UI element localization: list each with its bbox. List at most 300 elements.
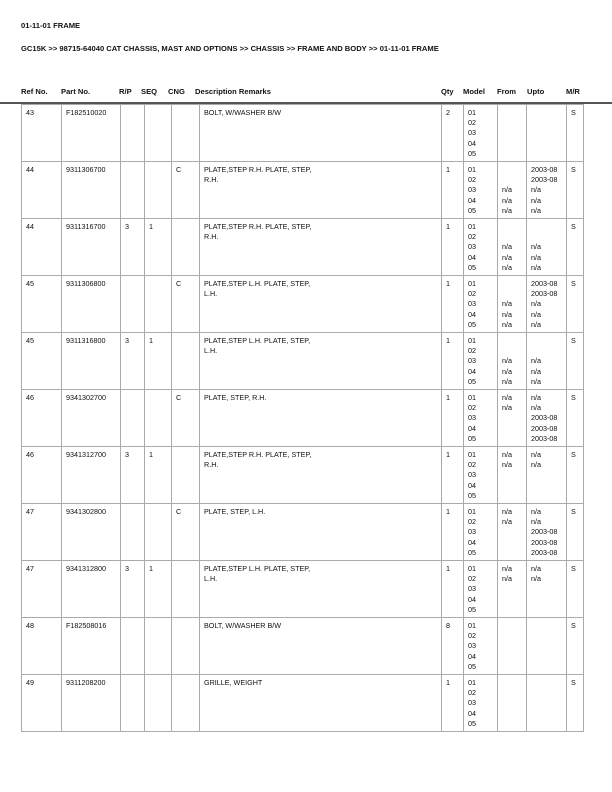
upto-cell (527, 504, 567, 561)
upto-cell (527, 675, 567, 732)
from-cell-line: n/a (502, 262, 512, 272)
seq-cell (145, 162, 172, 219)
from-cell-line (502, 222, 523, 232)
from-cell-line (502, 584, 523, 594)
ref-no-cell: 43 (22, 105, 62, 162)
description-line: PLATE,STEP L.H. PLATE, STEP, (204, 279, 311, 288)
model-cell-line: 01 (468, 222, 476, 231)
model-cell-line: 01 (468, 336, 476, 345)
from-cell-line: n/a (502, 376, 512, 386)
from-cell-line (502, 165, 523, 175)
upto-cell-line: n/a (531, 403, 541, 413)
upto-cell-line (531, 149, 563, 159)
table-row (22, 504, 584, 561)
mr-cell: S (567, 219, 584, 276)
seq-cell (145, 276, 172, 333)
from-cell (498, 390, 527, 447)
cng-cell (172, 447, 200, 504)
upto-cell-line: 2003-08 (531, 165, 558, 174)
from-cell-line: n/a (502, 564, 512, 573)
model-cell-line: 02 (468, 517, 476, 527)
model-cell-line: 02 (468, 232, 476, 242)
seq-cell: 1 (145, 219, 172, 276)
from-cell (498, 504, 527, 561)
description-line: PLATE,STEP L.H. PLATE, STEP, (204, 336, 311, 345)
from-cell-line (502, 491, 523, 501)
model-cell (464, 219, 498, 276)
mr-cell: S (567, 447, 584, 504)
from-cell-line (502, 413, 523, 423)
seq-cell (145, 390, 172, 447)
model-cell-line: 01 (468, 621, 476, 630)
table-row (22, 618, 584, 675)
model-cell-line: 03 (468, 242, 476, 252)
part-no-cell: 9311306800 (62, 276, 121, 333)
model-cell-line: 04 (468, 309, 476, 319)
upto-cell-line (531, 698, 563, 708)
from-cell-line (502, 336, 523, 346)
description-line: PLATE,STEP R.H. PLATE, STEP, (204, 165, 312, 174)
upto-cell-line (531, 631, 563, 641)
from-cell-line (502, 595, 523, 605)
upto-cell-line (531, 346, 563, 356)
model-cell-line: 02 (468, 403, 476, 413)
model-cell-line: 01 (468, 165, 476, 174)
description-line: PLATE,STEP R.H. PLATE, STEP, (204, 450, 312, 459)
qty-cell: 1 (442, 219, 464, 276)
from-cell-line: n/a (502, 319, 512, 329)
model-cell (464, 276, 498, 333)
cng-cell: C (172, 504, 200, 561)
part-no-cell: 9311316700 (62, 219, 121, 276)
model-cell-line: 05 (468, 205, 476, 215)
from-cell-line (502, 641, 523, 651)
model-cell (464, 333, 498, 390)
upto-cell-line (531, 652, 563, 662)
cng-cell (172, 219, 200, 276)
model-cell-line: 04 (468, 594, 476, 604)
upto-cell-line: n/a (531, 195, 541, 205)
from-cell-line: n/a (502, 366, 512, 376)
upto-cell (527, 333, 567, 390)
ref-no-cell: 44 (22, 219, 62, 276)
model-cell (464, 561, 498, 618)
table-row (22, 333, 584, 390)
description-cell (200, 162, 442, 219)
upto-cell-line: n/a (531, 299, 541, 309)
mr-cell: S (567, 390, 584, 447)
model-cell-line: 01 (468, 393, 476, 402)
model-cell-line: 03 (468, 128, 476, 138)
upto-cell-line (531, 108, 563, 118)
upto-cell-line: 2003-08 (531, 547, 558, 557)
upto-cell-line: n/a (531, 366, 541, 376)
qty-cell: 1 (442, 675, 464, 732)
cng-cell (172, 561, 200, 618)
col-model: Model (463, 87, 485, 96)
upto-cell-line (531, 678, 563, 688)
parts-table (21, 104, 584, 732)
model-cell (464, 162, 498, 219)
col-part-no: Part No. (61, 87, 91, 96)
qty-cell: 1 (442, 162, 464, 219)
col-rp: R/P (119, 87, 132, 96)
ref-no-cell: 46 (22, 390, 62, 447)
col-description: Description Remarks (195, 87, 271, 96)
seq-cell (145, 675, 172, 732)
cng-cell: C (172, 162, 200, 219)
from-cell (498, 276, 527, 333)
rp-cell (121, 105, 145, 162)
table-row (22, 162, 584, 219)
table-header (0, 87, 612, 99)
qty-cell: 2 (442, 105, 464, 162)
from-cell-line (502, 108, 523, 118)
upto-cell-line: n/a (531, 507, 541, 516)
cng-cell (172, 675, 200, 732)
upto-cell (527, 447, 567, 504)
seq-cell: 1 (145, 333, 172, 390)
from-cell (498, 333, 527, 390)
upto-cell (527, 618, 567, 675)
mr-cell: S (567, 504, 584, 561)
from-cell (498, 561, 527, 618)
upto-cell-line (531, 709, 563, 719)
model-cell-line: 02 (468, 289, 476, 299)
upto-cell-line: 2003-08 (531, 175, 558, 185)
part-no-cell: F182508016 (62, 618, 121, 675)
description-line: PLATE,STEP L.H. PLATE, STEP, (204, 564, 311, 573)
model-cell-line: 01 (468, 507, 476, 516)
description-cell (200, 447, 442, 504)
model-cell-line: 02 (468, 574, 476, 584)
model-cell-line: 04 (468, 366, 476, 376)
model-cell-line: 05 (468, 376, 476, 386)
upto-cell-line: n/a (531, 185, 541, 195)
from-cell-line: n/a (502, 309, 512, 319)
upto-cell-line: n/a (531, 376, 541, 386)
from-cell (498, 618, 527, 675)
upto-cell-line: 2003-08 (531, 413, 558, 423)
qty-cell: 1 (442, 390, 464, 447)
cng-cell (172, 333, 200, 390)
part-no-cell: 9341302700 (62, 390, 121, 447)
model-cell-line: 04 (468, 423, 476, 433)
from-cell-line: n/a (502, 185, 512, 195)
cng-cell: C (172, 276, 200, 333)
model-cell-line: 04 (468, 537, 476, 547)
model-cell-line: 01 (468, 678, 476, 687)
description-line: L.H. (204, 289, 218, 299)
model-cell (464, 390, 498, 447)
ref-no-cell: 49 (22, 675, 62, 732)
model-cell-line: 04 (468, 480, 476, 490)
upto-cell-line: 2003-08 (531, 423, 558, 433)
model-cell-line: 03 (468, 299, 476, 309)
upto-cell-line: n/a (531, 460, 541, 470)
model-cell-line: 03 (468, 641, 476, 651)
from-cell-line (502, 538, 523, 548)
from-cell-line (502, 709, 523, 719)
col-qty: Qty (441, 87, 454, 96)
from-cell-line (502, 719, 523, 729)
part-no-cell: 9341312800 (62, 561, 121, 618)
description-cell (200, 504, 442, 561)
description-line: PLATE, STEP, L.H. (204, 507, 266, 516)
upto-cell-line (531, 481, 563, 491)
qty-cell: 8 (442, 618, 464, 675)
upto-cell (527, 390, 567, 447)
ref-no-cell: 48 (22, 618, 62, 675)
qty-cell: 1 (442, 561, 464, 618)
description-cell (200, 390, 442, 447)
upto-cell-line: n/a (531, 564, 541, 573)
from-cell-line (502, 289, 523, 299)
model-cell-line: 03 (468, 527, 476, 537)
upto-cell-line: n/a (531, 517, 541, 527)
qty-cell: 1 (442, 447, 464, 504)
model-cell-line: 04 (468, 195, 476, 205)
model-cell-line: 03 (468, 356, 476, 366)
col-seq: SEQ (141, 87, 158, 96)
qty-cell: 1 (442, 276, 464, 333)
breadcrumb: GC15K >> 98715-64040 CAT CHASSIS, MAST AND OPTIONS >> CHASSIS >> FRAME AND BODY >> 01-11-01 FRAME (21, 44, 439, 53)
table-row (22, 390, 584, 447)
from-cell-line (502, 652, 523, 662)
upto-cell-line: n/a (531, 574, 541, 584)
description-line: BOLT, W/WASHER B/W (204, 621, 282, 630)
from-cell-line (502, 698, 523, 708)
rp-cell (121, 675, 145, 732)
from-cell-line: n/a (502, 299, 512, 309)
upto-cell-line: n/a (531, 309, 541, 319)
from-cell-line: n/a (502, 507, 512, 516)
rp-cell: 3 (121, 447, 145, 504)
description-line: L.H. (204, 574, 218, 584)
model-cell-line: 04 (468, 138, 476, 148)
part-no-cell: F182510020 (62, 105, 121, 162)
table-row (22, 219, 584, 276)
upto-cell-line (531, 595, 563, 605)
model-cell-line: 05 (468, 148, 476, 158)
upto-cell-line: 2003-08 (531, 537, 558, 547)
from-cell (498, 105, 527, 162)
col-from: From (497, 87, 516, 96)
description-line: PLATE,STEP R.H. PLATE, STEP, (204, 222, 312, 231)
rp-cell (121, 618, 145, 675)
upto-cell-line (531, 128, 563, 138)
upto-cell-line (531, 118, 563, 128)
seq-cell (145, 105, 172, 162)
description-line: R.H. (204, 460, 219, 470)
model-cell-line: 03 (468, 413, 476, 423)
upto-cell-line: n/a (531, 356, 541, 366)
upto-cell (527, 561, 567, 618)
model-cell-line: 05 (468, 661, 476, 671)
part-no-cell: 9311208200 (62, 675, 121, 732)
col-upto: Upto (527, 87, 545, 96)
model-cell-line: 05 (468, 604, 476, 614)
model-cell (464, 447, 498, 504)
upto-cell-line: 2003-08 (531, 289, 558, 299)
cng-cell (172, 618, 200, 675)
table-row (22, 561, 584, 618)
col-ref-no: Ref No. (21, 87, 48, 96)
model-cell-line: 05 (468, 547, 476, 557)
model-cell-line: 04 (468, 651, 476, 661)
from-cell-line: n/a (502, 450, 512, 459)
upto-cell-line: n/a (531, 242, 541, 252)
from-cell-line (502, 688, 523, 698)
table-row (22, 447, 584, 504)
upto-cell-line: n/a (531, 252, 541, 262)
mr-cell: S (567, 105, 584, 162)
mr-cell: S (567, 333, 584, 390)
model-cell-line: 02 (468, 631, 476, 641)
from-cell (498, 675, 527, 732)
from-cell-line (502, 118, 523, 128)
model-cell-line: 05 (468, 262, 476, 272)
from-cell-line (502, 424, 523, 434)
from-cell-line (502, 548, 523, 558)
upto-cell-line (531, 688, 563, 698)
from-cell-line (502, 434, 523, 444)
model-cell-line: 02 (468, 460, 476, 470)
ref-no-cell: 44 (22, 162, 62, 219)
description-line: BOLT, W/WASHER B/W (204, 108, 282, 117)
upto-cell-line: 2003-08 (531, 433, 558, 443)
model-cell-line: 01 (468, 108, 476, 117)
upto-cell (527, 105, 567, 162)
from-cell-line: n/a (502, 205, 512, 215)
from-cell-line (502, 621, 523, 631)
description-line: L.H. (204, 346, 218, 356)
model-cell-line: 01 (468, 279, 476, 288)
part-no-cell: 9311316800 (62, 333, 121, 390)
from-cell-line (502, 175, 523, 185)
model-cell-line: 02 (468, 118, 476, 128)
from-cell-line: n/a (502, 356, 512, 366)
from-cell (498, 162, 527, 219)
description-cell (200, 276, 442, 333)
table-row (22, 105, 584, 162)
model-cell-line: 03 (468, 185, 476, 195)
upto-cell (527, 219, 567, 276)
col-cng: CNG (168, 87, 185, 96)
from-cell-line (502, 527, 523, 537)
rp-cell: 3 (121, 333, 145, 390)
ref-no-cell: 45 (22, 276, 62, 333)
from-cell-line: n/a (502, 252, 512, 262)
upto-cell-line (531, 605, 563, 615)
model-cell-line: 03 (468, 698, 476, 708)
cng-cell (172, 105, 200, 162)
upto-cell-line: n/a (531, 450, 541, 459)
description-cell (200, 333, 442, 390)
from-cell-line (502, 481, 523, 491)
description-cell (200, 618, 442, 675)
description-line: GRILLE, WEIGHT (204, 678, 263, 687)
page-title: 01-11-01 FRAME (21, 21, 81, 30)
upto-cell (527, 276, 567, 333)
seq-cell: 1 (145, 447, 172, 504)
from-cell-line: n/a (502, 393, 512, 402)
from-cell-line (502, 149, 523, 159)
seq-cell (145, 504, 172, 561)
model-cell (464, 504, 498, 561)
model-cell-line: 01 (468, 450, 476, 459)
description-line: PLATE, STEP, R.H. (204, 393, 267, 402)
model-cell-line: 03 (468, 470, 476, 480)
ref-no-cell: 46 (22, 447, 62, 504)
upto-cell-line (531, 336, 563, 346)
model-cell-line: 01 (468, 564, 476, 573)
from-cell-line (502, 139, 523, 149)
description-cell (200, 105, 442, 162)
from-cell (498, 447, 527, 504)
model-cell-line: 05 (468, 490, 476, 500)
ref-no-cell: 47 (22, 561, 62, 618)
from-cell-line: n/a (502, 242, 512, 252)
from-cell-line (502, 128, 523, 138)
upto-cell-line (531, 719, 563, 729)
table-row (22, 675, 584, 732)
model-cell (464, 675, 498, 732)
model-cell-line: 02 (468, 346, 476, 356)
part-no-cell: 9341312700 (62, 447, 121, 504)
model-cell-line: 02 (468, 175, 476, 185)
model-cell (464, 618, 498, 675)
model-cell-line: 02 (468, 688, 476, 698)
model-cell-line: 05 (468, 319, 476, 329)
qty-cell: 1 (442, 333, 464, 390)
part-no-cell: 9341302800 (62, 504, 121, 561)
description-cell (200, 675, 442, 732)
description-cell (200, 219, 442, 276)
table-row (22, 276, 584, 333)
upto-cell-line: n/a (531, 319, 541, 329)
from-cell-line: n/a (502, 517, 512, 527)
description-line: R.H. (204, 232, 219, 242)
model-cell-line: 05 (468, 718, 476, 728)
rp-cell (121, 276, 145, 333)
part-no-cell: 9311306700 (62, 162, 121, 219)
ref-no-cell: 47 (22, 504, 62, 561)
ref-no-cell: 45 (22, 333, 62, 390)
upto-cell-line (531, 232, 563, 242)
from-cell-line: n/a (502, 460, 512, 470)
mr-cell: S (567, 561, 584, 618)
model-cell-line: 05 (468, 433, 476, 443)
from-cell-line (502, 631, 523, 641)
from-cell-line (502, 662, 523, 672)
rp-cell: 3 (121, 219, 145, 276)
model-cell-line: 04 (468, 252, 476, 262)
upto-cell-line: n/a (531, 393, 541, 402)
upto-cell-line (531, 621, 563, 631)
upto-cell-line (531, 222, 563, 232)
rp-cell (121, 390, 145, 447)
seq-cell: 1 (145, 561, 172, 618)
from-cell-line: n/a (502, 403, 512, 413)
seq-cell (145, 618, 172, 675)
upto-cell-line: n/a (531, 205, 541, 215)
description-cell (200, 561, 442, 618)
from-cell-line (502, 279, 523, 289)
model-cell (464, 105, 498, 162)
upto-cell-line (531, 584, 563, 594)
description-line: R.H. (204, 175, 219, 185)
